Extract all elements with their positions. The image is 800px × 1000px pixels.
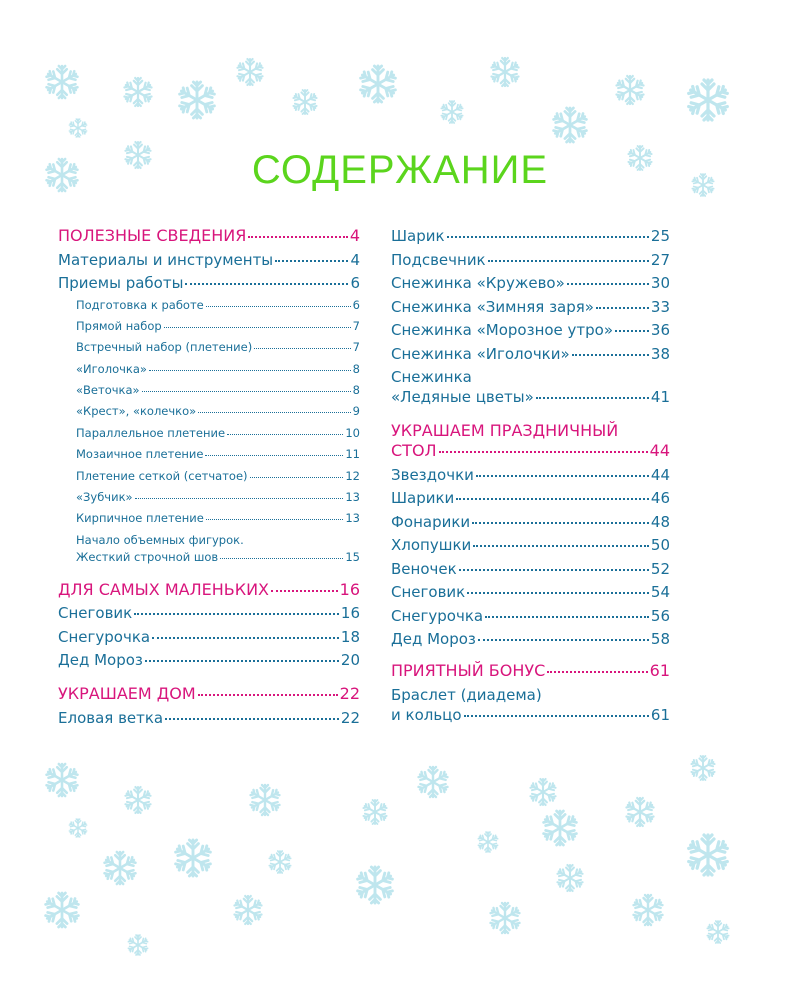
toc-leader-dots bbox=[248, 232, 347, 238]
toc-entry bbox=[58, 603, 360, 623]
toc-leader-dots bbox=[206, 302, 351, 307]
toc-leader-dots bbox=[220, 554, 343, 559]
toc-page-number: 13 bbox=[345, 511, 360, 526]
toc-entry-label: Снежинка «Кружево» bbox=[391, 274, 565, 292]
toc-entry bbox=[391, 367, 670, 407]
snowflake-icon bbox=[707, 921, 729, 943]
snowflake-icon bbox=[234, 896, 262, 924]
snowflake-icon bbox=[46, 764, 79, 796]
snowflake-icon bbox=[357, 867, 394, 903]
toc-entry bbox=[391, 488, 670, 508]
toc-entry bbox=[58, 318, 360, 335]
toc-entry bbox=[58, 446, 360, 463]
toc-page-number: 61 bbox=[650, 705, 670, 724]
snowflake-icon bbox=[45, 893, 80, 927]
toc-leader-dots bbox=[476, 471, 649, 477]
toc-leader-dots bbox=[206, 515, 344, 520]
toc-leader-dots bbox=[205, 451, 343, 456]
snowflake-icon bbox=[688, 835, 729, 875]
toc-entry bbox=[58, 339, 360, 356]
toc-leader-dots bbox=[464, 711, 649, 717]
toc-page-number: 10 bbox=[345, 425, 360, 440]
toc-page-number: 22 bbox=[339, 684, 360, 704]
toc-page-number: 8 bbox=[352, 361, 360, 376]
toc-section bbox=[58, 580, 360, 600]
snowflake-icon bbox=[175, 840, 212, 876]
toc-page-number: 4 bbox=[350, 250, 360, 269]
toc-entry-label: УКРАШАЕМ ДОМ bbox=[58, 684, 196, 704]
snowflake-icon bbox=[46, 66, 79, 98]
toc-entry bbox=[58, 403, 360, 420]
toc-entry-label: Снежинка «Морозное утро» bbox=[391, 321, 614, 339]
toc-leader-dots bbox=[164, 323, 351, 328]
toc-page-number: 61 bbox=[649, 661, 670, 680]
snowflake-icon bbox=[616, 76, 644, 104]
toc-page-number: 11 bbox=[345, 447, 360, 462]
toc-leader-dots bbox=[198, 408, 350, 413]
snowflake-icon bbox=[363, 800, 387, 824]
toc-page-number: 50 bbox=[650, 536, 670, 554]
toc-entry bbox=[58, 250, 360, 270]
toc-entry-label: Снеговик bbox=[391, 583, 466, 601]
snowflake-icon bbox=[530, 779, 556, 805]
toc-entry-label: Веночек bbox=[391, 559, 457, 578]
toc-entry-label: «Крест», «колечко» bbox=[76, 404, 197, 419]
toc-entry bbox=[391, 705, 670, 725]
toc-leader-dots bbox=[447, 232, 649, 238]
toc-page-number: 44 bbox=[650, 465, 670, 484]
toc-right-column bbox=[391, 226, 670, 728]
toc-entry bbox=[391, 387, 670, 407]
toc-leader-dots bbox=[134, 609, 339, 615]
snowflake-icon bbox=[269, 851, 291, 873]
toc-section bbox=[391, 441, 670, 461]
toc-entry-label: Снегурочка bbox=[391, 606, 484, 625]
toc-entry-label: Браслет (диадема) bbox=[391, 685, 542, 704]
toc-entry-label: и кольцо bbox=[391, 705, 462, 724]
toc-page-number: 4 bbox=[349, 226, 360, 245]
toc-entry bbox=[58, 489, 360, 506]
toc-page-number: 46 bbox=[650, 489, 670, 507]
toc-entry-label: Снежинка «Зимняя заря» bbox=[391, 297, 594, 316]
snowflake-icon bbox=[688, 80, 729, 120]
snowflake-icon bbox=[418, 767, 448, 797]
toc-page-number: 54 bbox=[650, 583, 670, 601]
toc-leader-dots bbox=[250, 473, 344, 478]
toc-leader-dots bbox=[227, 430, 343, 435]
toc-entry bbox=[391, 535, 670, 555]
toc-entry bbox=[391, 344, 670, 364]
toc-leader-dots bbox=[615, 326, 649, 332]
toc-entry bbox=[391, 582, 670, 602]
toc-entry-label: Хлопушки bbox=[391, 536, 472, 554]
toc-entry bbox=[391, 226, 670, 246]
toc-entry bbox=[58, 425, 360, 442]
toc-leader-dots bbox=[145, 656, 339, 662]
toc-entry-label: Фонарики bbox=[391, 512, 471, 531]
snowflake-icon bbox=[360, 66, 397, 102]
toc-entry bbox=[58, 382, 360, 399]
toc-leader-dots bbox=[142, 387, 351, 392]
toc-page-number: 33 bbox=[650, 297, 670, 316]
toc-leader-dots bbox=[473, 541, 649, 547]
snowflake-icon bbox=[250, 785, 280, 815]
toc-entry-label: Кирпичное плетение bbox=[76, 511, 204, 526]
toc-entry-label: Еловая ветка bbox=[58, 708, 164, 727]
toc-page-number: 41 bbox=[650, 388, 670, 406]
toc-leader-dots bbox=[275, 256, 348, 262]
toc-entry bbox=[58, 510, 360, 527]
toc-entry-label: Плетение сеткой (сетчатое) bbox=[76, 468, 248, 483]
toc-leader-dots bbox=[152, 633, 339, 639]
toc-entry-label: Звездочки bbox=[391, 465, 474, 484]
toc-entry bbox=[391, 685, 670, 725]
toc-entry-label: «Иголочка» bbox=[76, 361, 147, 376]
toc-page-number: 15 bbox=[345, 549, 360, 564]
snowflake-icon bbox=[633, 895, 663, 925]
toc-entry-label: ДЛЯ САМЫХ МАЛЕНЬКИХ bbox=[58, 579, 270, 599]
toc-entry-label: Встречный набор (плетение) bbox=[76, 340, 253, 355]
toc-page-number: 9 bbox=[352, 404, 360, 419]
toc-leader-dots bbox=[547, 667, 647, 673]
toc-leader-dots bbox=[488, 256, 649, 262]
toc-left-column bbox=[58, 226, 360, 731]
toc-leader-dots bbox=[149, 366, 351, 371]
toc-entry-label: УКРАШАЕМ ПРАЗДНИЧНЫЙ bbox=[391, 421, 619, 440]
toc-entry-label: Снеговик bbox=[58, 604, 133, 623]
toc-page-number: 36 bbox=[650, 321, 670, 339]
snowflake-icon bbox=[69, 819, 87, 837]
snowflake-icon bbox=[490, 903, 520, 933]
snowflake-icon bbox=[124, 78, 152, 106]
snowflake-icon bbox=[179, 82, 216, 118]
toc-entry bbox=[58, 361, 360, 378]
toc-leader-dots bbox=[472, 518, 649, 524]
toc-entry-label: Материалы и инструменты bbox=[58, 250, 274, 269]
toc-leader-dots bbox=[439, 447, 648, 453]
toc-entry bbox=[58, 708, 360, 728]
toc-page-number: 22 bbox=[340, 708, 360, 727]
toc-leader-dots bbox=[254, 344, 350, 349]
toc-page-number: 7 bbox=[352, 318, 360, 333]
toc-page-number: 16 bbox=[340, 604, 360, 623]
toc-entry-label: Дед Мороз bbox=[58, 651, 143, 670]
toc-entry-label: Подсвечник bbox=[391, 250, 486, 269]
toc-entry-label: «Зубчик» bbox=[76, 490, 133, 505]
toc-entry-label: Мозаичное плетение bbox=[76, 447, 204, 462]
toc-entry-label: «Ледяные цветы» bbox=[391, 388, 534, 406]
toc-section bbox=[391, 661, 670, 681]
toc-page-number: 16 bbox=[339, 579, 360, 599]
toc-entry-label: Прямой набор bbox=[76, 318, 162, 333]
toc-entry-label: Дед Мороз bbox=[391, 630, 476, 648]
toc-entry-label: Подготовка к работе bbox=[76, 297, 204, 312]
toc-leader-dots bbox=[165, 714, 339, 720]
toc-entry-label: Параллельное плетение bbox=[76, 425, 226, 440]
toc-entry bbox=[58, 297, 360, 314]
snowflake-icon bbox=[626, 798, 654, 826]
toc-entry-label: Приемы работы bbox=[58, 274, 184, 292]
toc-entry-label: Снегурочка bbox=[58, 627, 151, 646]
toc-entry-label: СТОЛ bbox=[391, 441, 437, 460]
toc-leader-dots bbox=[459, 565, 649, 571]
toc-page-number: 58 bbox=[650, 630, 670, 648]
toc-entry bbox=[391, 606, 670, 626]
toc-entry bbox=[391, 250, 670, 270]
toc-leader-dots bbox=[467, 588, 649, 594]
toc-entry-label: Начало объемных фигурок. bbox=[76, 532, 244, 547]
toc-leader-dots bbox=[478, 635, 649, 641]
snowflake-icon bbox=[128, 935, 148, 955]
toc-entry bbox=[391, 297, 670, 317]
snowflake-icon bbox=[104, 852, 137, 884]
toc-section bbox=[58, 226, 360, 246]
toc-entry-label: Шарик bbox=[391, 227, 445, 245]
toc-entry bbox=[391, 273, 670, 293]
toc-entry bbox=[391, 465, 670, 485]
toc-entry bbox=[58, 549, 360, 566]
toc-entry bbox=[391, 559, 670, 579]
toc-leader-dots bbox=[596, 303, 649, 309]
toc-entry bbox=[58, 273, 360, 293]
toc-page-number: 20 bbox=[340, 651, 360, 670]
toc-page-number: 38 bbox=[650, 344, 670, 363]
toc-leader-dots bbox=[456, 494, 649, 500]
toc-page-number: 18 bbox=[340, 627, 360, 646]
toc-page-number: 25 bbox=[650, 227, 670, 245]
toc-leader-dots bbox=[135, 494, 344, 499]
toc-page-number: 13 bbox=[345, 490, 360, 505]
toc-leader-dots bbox=[572, 350, 649, 356]
snowflake-icon bbox=[237, 59, 263, 85]
toc-leader-dots bbox=[567, 279, 649, 285]
toc-entry-label: «Веточка» bbox=[76, 383, 140, 398]
toc-page-number: 6 bbox=[350, 274, 360, 292]
toc-page-number: 27 bbox=[650, 250, 670, 269]
snowflake-icon bbox=[125, 787, 151, 813]
toc-entry-label: ПРИЯТНЫЙ БОНУС bbox=[391, 661, 546, 680]
toc-page-number: 44 bbox=[649, 441, 670, 460]
toc-page-number: 12 bbox=[345, 468, 360, 483]
snowflake-icon bbox=[557, 865, 583, 891]
toc-leader-dots bbox=[198, 690, 338, 696]
snowflake-icon bbox=[691, 756, 715, 780]
toc-page-number: 8 bbox=[352, 383, 360, 398]
toc-page-number: 52 bbox=[650, 559, 670, 578]
toc-entry bbox=[58, 532, 360, 566]
snowflake-icon bbox=[491, 58, 519, 86]
toc-entry bbox=[391, 629, 670, 649]
toc-entry-label: Снежинка bbox=[391, 368, 472, 386]
toc-section bbox=[391, 421, 670, 461]
toc-page-number: 56 bbox=[650, 606, 670, 625]
toc-leader-dots bbox=[536, 393, 649, 399]
toc-entry-label: ПОЛЕЗНЫЕ СВЕДЕНИЯ bbox=[58, 226, 247, 245]
snowflake-icon bbox=[543, 811, 578, 845]
toc-entry-label: Шарики bbox=[391, 489, 455, 507]
toc-entry bbox=[391, 320, 670, 340]
snowflake-icon bbox=[293, 90, 317, 114]
toc-section bbox=[58, 684, 360, 704]
snowflake-icon bbox=[478, 832, 498, 852]
toc-entry bbox=[58, 627, 360, 647]
toc-leader-dots bbox=[185, 279, 348, 285]
toc-entry bbox=[391, 512, 670, 532]
toc-entry-label: Снежинка «Иголочки» bbox=[391, 344, 570, 363]
toc-entry bbox=[58, 650, 360, 670]
snowflake-icon bbox=[441, 101, 463, 123]
toc-page-number: 6 bbox=[352, 297, 360, 312]
toc-page-number: 7 bbox=[352, 340, 360, 355]
toc-entry bbox=[58, 468, 360, 485]
page-title: СОДЕРЖАНИЕ bbox=[251, 148, 549, 192]
toc-page-number: 30 bbox=[650, 274, 670, 292]
snowflake-icon bbox=[553, 108, 588, 142]
toc-leader-dots bbox=[271, 586, 338, 592]
snowflake-icon bbox=[69, 119, 87, 137]
toc-leader-dots bbox=[485, 612, 649, 618]
toc-entry-label: Жесткий строчной шов bbox=[76, 549, 219, 564]
toc-page-number: 48 bbox=[650, 512, 670, 531]
